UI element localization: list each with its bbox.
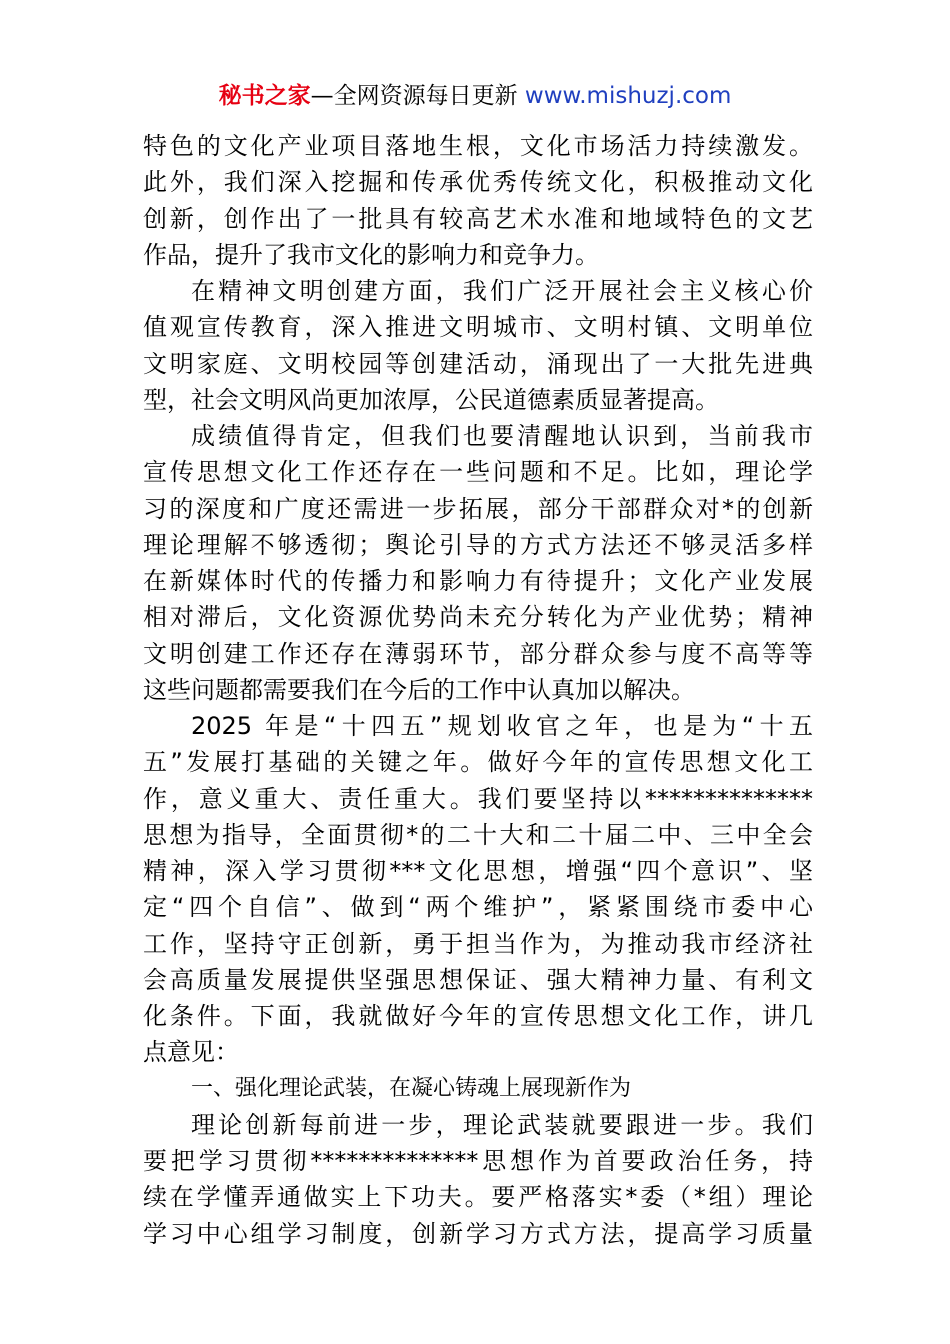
paragraph-line: 在精神文明创建方面，我们广泛开展社会主义核心价 [191, 277, 813, 305]
paragraph-line: 这些问题都需要我们在今后的工作中认真加以解决。 [143, 675, 695, 704]
paragraph-line: 思想为指导，全面贯彻*的二十大和二十届二中、三中全会 [143, 820, 813, 849]
paragraph-line: 创新，创作出了一批具有较高艺术水准和地域特色的文艺 [143, 204, 813, 233]
site-slogan: —全网资源每日更新 [310, 83, 518, 109]
document-body [143, 128, 813, 1252]
paragraph-line: 五”发展打基础的关键之年。做好今年的宣传思想文化工 [143, 748, 813, 777]
paragraph-line: 定“四个自信”、做到“两个维护”，紧紧围绕市委中心 [143, 893, 813, 922]
paragraph-line: 精神，深入学习贯彻***文化思想，增强“四个意识”、坚 [143, 857, 813, 885]
paragraph-line: 文明创建工作还存在薄弱环节，部分群众参与度不高等等 [143, 639, 813, 668]
paragraph-line: 理论理解不够透彻；舆论引导的方式方法还不够灵活多样 [143, 530, 813, 559]
paragraph-line: 化条件。下面，我就做好今年的宣传思想文化工作，讲几 [143, 1002, 813, 1030]
site-url-link[interactable]: www.mishuzj.com [524, 83, 732, 109]
site-brand: 秘书之家 [218, 83, 311, 109]
paragraph-line: 理论创新每前进一步，理论武装就要跟进一步。我们 [191, 1110, 813, 1139]
paragraph-line: 2025 年是“十四五”规划收官之年，也是为“十五 [191, 712, 813, 740]
section-heading: 一、强化理论武装，在凝心铸魂上展现新作为 [191, 1075, 632, 1101]
paragraph-line: 工作，坚持守正创新，勇于担当作为，为推动我市经济社 [143, 929, 813, 958]
paragraph-line: 此外，我们深入挖掘和传承优秀传统文化，积极推动文化 [143, 168, 813, 197]
paragraph-line: 续在学懂弄通做实上下功夫。要严格落实*委（*组）理论 [143, 1183, 813, 1212]
paragraph-line: 成绩值得肯定，但我们也要清醒地认识到，当前我市 [191, 422, 813, 450]
paragraph-line: 值观宣传教育，深入推进文明城市、文明村镇、文明单位 [143, 313, 813, 342]
paragraph-line: 在新媒体时代的传播力和影响力有待提升；文化产业发展 [143, 567, 813, 595]
paragraph-line: 作，意义重大、责任重大。我们要坚持以************** [143, 784, 813, 813]
paragraph-line: 文明家庭、文明校园等创建活动，涌现出了一大批先进典 [143, 349, 813, 378]
paragraph-line: 习的深度和广度还需进一步拓展，部分干部群众对*的创新 [143, 494, 813, 523]
paragraph-line: 特色的文化产业项目落地生根，文化市场活力持续激发。 [143, 132, 813, 160]
paragraph-line: 相对滞后，文化资源优势尚未充分转化为产业优势；精神 [143, 603, 813, 632]
paragraph-line: 会高质量发展提供坚强思想保证、强大精神力量、有利文 [143, 965, 813, 994]
paragraph-line: 要把学习贯彻**************思想作为首要政治任务，持 [143, 1147, 813, 1175]
paragraph-line: 型，社会文明风尚更加浓厚，公民道德素质显著提高。 [143, 385, 719, 414]
paragraph-line: 学习中心组学习制度，创新学习方式方法，提高学习质量 [143, 1219, 813, 1248]
paragraph-line: 宣传思想文化工作还存在一些问题和不足。比如，理论学 [143, 458, 813, 487]
paragraph-line: 点意见： [143, 1038, 239, 1067]
paragraph-line: 作品，提升了我市文化的影响力和竞争力。 [143, 240, 599, 269]
site-banner [0, 80, 950, 112]
